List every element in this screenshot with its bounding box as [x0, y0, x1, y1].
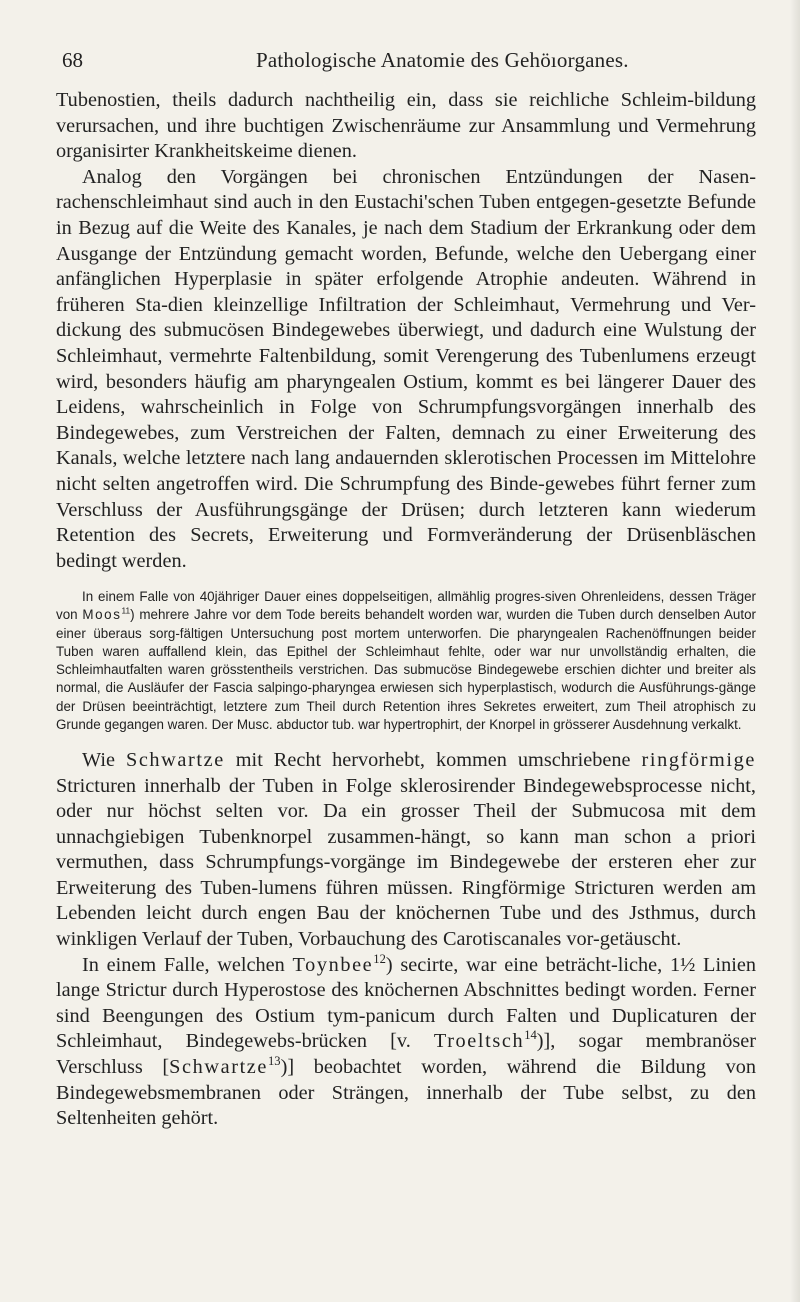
- author-schwartze: Schwartze: [125, 748, 225, 771]
- paragraph-2: Analog den Vorgängen bei chronischen Entzündungen der Nasen-rachenschleimhaut sind auch in den Eustachi'schen Tuben entgegen-gesetzte Befunde in Bezug auf die Weite des Kanales, je nach dem Stadium der Erkrankung oder dem Ausgange der Entzündung gemacht worden, Befunde, welche den Uebergang einer anfänglichen Hyperplasie in später erfolgende Atrophie andeuten. Während in früheren Sta-dien kleinzellige Infiltration der Schleimhaut, Vermehrung und Ver-dickung des submucösen Bindegewebes überwiegt, und dadurch eine Wulstung der Schleimhaut, vermehrte Faltenbildung, somit Verengerung des Tubenlumens erzeugt wird, besonders häufig am pharyngealen Ostium, kommt es bei längerer Dauer des Leidens, wahrscheinlich in Folge von Schrumpfungsvorgängen innerhalb des Bindegewebes, zum Verstreichen der Falten, demnach zu einer Erweiterung des Kanals, welche letztere nach lang andauernden sklerotischen Processen im Mittelohre nicht selten angetroffen wird. Die Schrumpfung des Binde-gewebes führt ferner zum Verschluss der Ausführungsgänge der Drüsen; durch letzteren kann wiederum Retention des Secrets, Erweiterung und Formveränderung der Drüsenbläschen bedingt werden.: [56, 165, 756, 572]
- page-header: [56, 48, 756, 88]
- p4-text-b: ) secirte, war eine beträcht-liche, 1½ Linien lange Strictur durch Hyperostose des knöchernen Abschnittes bedingt worden. Ferner sind Beengungen des Ostium tym-panicum durch Falten und Duplicaturen der Schleimhaut, Bindegewebs-brücken [v.: [56, 953, 756, 1053]
- p4-text-a: In einem Falle, welchen: [82, 953, 293, 976]
- book-page: [56, 48, 756, 1132]
- case-note-text-b: ) mehrere Jahre vor dem Tode bereits behandelt worden war, wurden die Tuben durch denselben Autor einer überaus sorg-fältigen Untersuchung post mortem unterworfen. Die pharyngealen Rachenöffnungen beider Tuben waren auffallend klein, das Epithel der Schleimhaut fehlte, oder war nur unvollständig erhalten, die Schleimhautfalten waren grösstentheils verstrichen. Das submucöse Bindegewebe erschien dichter und breiter als normal, die Ausläufer der Fascia salpingo-pharyngea erwiesen sich hyperplastisch, wodurch die Ausführungs-gänge der Drüsen beeinträchtigt, letztere zum Theil durch Retention ihres Sekretes erweitert, zum Theil atrophisch zu Grunde gegangen waren. Der Musc. abductor tub. war hypertrophirt, der Knorpel in grösserer Ausdehnung verkalkt.: [56, 607, 756, 732]
- running-title: Pathologische Anatomie des Gehöıorganes.: [256, 48, 629, 72]
- footnote-ref-12: 12: [373, 951, 386, 966]
- author-toynbee: Toynbee: [292, 953, 374, 976]
- p4-text-c: )], sogar membranöser Verschluss [: [56, 1030, 756, 1079]
- paragraph-4: [56, 953, 756, 1132]
- p3-text-a: Wie: [82, 748, 126, 771]
- footnote-ref-14: 14: [524, 1028, 537, 1043]
- page-edge-shadow: [790, 0, 800, 1302]
- case-note-text-a: In einem Falle von 40jähriger Dauer eines doppelseitigen, allmählig progres-siven Ohrenleidens, dessen Träger von: [56, 589, 756, 623]
- paragraph-3: [56, 748, 756, 953]
- p3-text-c: Stricturen innerhalb der Tuben in Folge sklerosirender Bindegewebsprocesse nicht, oder nur höchst selten vor. Da ein grosser Theil der Submucosa mit dem unnachgiebigen Tubenknorpel zusammen-hängt, so kann man schon a priori vermuthen, dass Schrumpfungs-vorgänge im Bindegewebe der ersteren eher zur Erweiterung des Tuben-lumens führen müssen. Ringförmige Stricturen werden am Lebenden leicht durch engen Bau der knöchernen Tube und des Jsthmus, durch winkligen Verlauf der Tuben, Vorbauchung des Carotiscanales vor-getäuscht.: [56, 774, 756, 951]
- case-note-moos: [56, 588, 756, 734]
- author-troeltsch: Troeltsch: [433, 1030, 525, 1053]
- footnote-ref-13: 13: [268, 1054, 281, 1069]
- body-text-continued: [56, 748, 756, 1132]
- body-text: [56, 88, 756, 574]
- paragraph-1: Tubenostien, theils dadurch nachtheilig ein, dass sie reichliche Schleim-bildung verursachen, und ihre buchtigen Zwischenräume zur Ansammlung und Vermehrung organisirter Krankheitskeime dienen.: [56, 89, 756, 163]
- author-schwartze-2: Schwartze: [169, 1056, 269, 1079]
- term-ringfoermige: ringförmige: [641, 748, 756, 771]
- p4-text-d: )] beobachtet worden, während die Bildung von Bindegewebsmembranen oder Strängen, innerhalb der Tube selbst, zu den Seltenheiten gehört.: [56, 1056, 756, 1130]
- author-moos: Moos: [82, 607, 122, 623]
- page-number: 68: [62, 48, 83, 72]
- p3-text-b: mit Recht hervorhebt, kommen umschriebene: [224, 748, 642, 771]
- footnote-ref-11: 11: [121, 606, 131, 617]
